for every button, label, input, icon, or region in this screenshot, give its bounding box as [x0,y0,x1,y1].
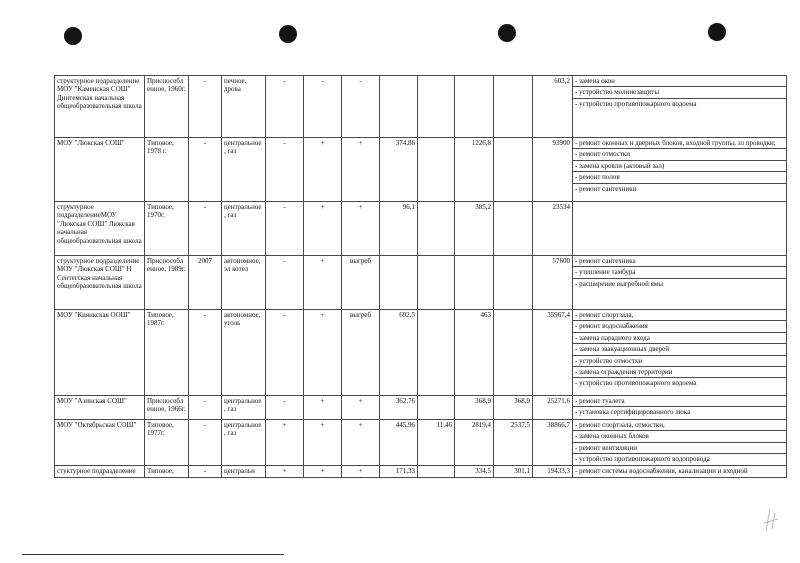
bottom-line [22,554,284,555]
total-cell: 57600 [533,256,573,310]
table-row [55,76,787,138]
table-row [55,202,787,256]
work-item: - замена окон [573,76,786,87]
value-cell: 1226,8 [455,138,494,202]
value-cell [494,202,533,256]
building-type-cell: Приспособленное, 1960г. [145,76,189,138]
building-type-cell: Приспособленное, 1966г. [145,396,189,420]
heating-cell: центральное, газ [222,420,266,466]
value-cell: 368,9 [455,396,494,420]
table-row [55,138,787,202]
org-name-cell: структурное подразделение МОУ "Каменская СОШ" Динтемская начальная общеобразовательная школа [55,76,145,138]
heating-cell: центральное, газ [222,396,266,420]
work-item: - замена эвакуационных дверей [573,344,786,355]
work-item: - ремонт сантехники [575,184,637,193]
work-item: - расширение выгребной ямы [575,279,664,288]
flag-cell: + [342,396,380,420]
flag-cell: + [304,310,342,396]
work-item: - устройство противопожарного водоема [575,379,697,388]
works-cell [573,310,787,396]
table-row [55,310,787,396]
value-cell: 2537,5 [494,420,533,466]
works-cell [573,256,787,310]
work-item: - замена оконных блоков [573,431,786,442]
work-item: - ремонт отмостки [573,149,786,160]
year-cell: - [189,466,222,478]
flag-cell: + [304,202,342,256]
work-item: - устройство отмостки [573,356,786,367]
punch-hole [708,23,726,41]
heating-cell: центральное, газ [222,202,266,256]
flag-cell: + [304,466,342,478]
punch-hole [498,24,516,42]
total-cell: 38866,7 [533,420,573,466]
value-cell: 11,46 [418,420,455,466]
total-cell: 93900 [533,138,573,202]
value-cell: 362,76 [380,396,418,420]
total-cell: 25271,6 [533,396,573,420]
flag-cell: - [266,256,304,310]
total-cell: 23534 [533,202,573,256]
building-type-cell: Приспособленное, 1989г. [145,256,189,310]
building-type-cell: Типовое, 1977г. [145,420,189,466]
year-cell: - [189,138,222,202]
value-cell: 463 [455,310,494,396]
org-name-cell: МОУ "Октябрьская СОШ" [55,420,145,466]
flag-cell: + [266,420,304,466]
org-name-cell: МОУ "Люкская СОШ" [55,138,145,202]
flag-cell: - [266,138,304,202]
value-cell [418,466,455,478]
value-cell [418,396,455,420]
value-cell [380,256,418,310]
building-type-cell: Типовое, 1978 г. [145,138,189,202]
work-item: - устройство противопожарного водопровода [575,455,710,464]
punch-hole [279,25,297,43]
table-row [55,396,787,420]
work-item: - ремонт туалета [573,396,786,407]
org-name-cell: МОУ "Азинская СОШ" [55,396,145,420]
value-cell [418,202,455,256]
flag-cell: выгреб [342,310,380,396]
works-cell [573,138,787,202]
year-cell: - [189,310,222,396]
year-cell: - [189,76,222,138]
value-cell: 692,5 [380,310,418,396]
value-cell [455,76,494,138]
flag-cell: + [304,396,342,420]
value-cell: 368,9 [494,396,533,420]
flag-cell: выгреб [342,256,380,310]
value-cell: 445,96 [380,420,418,466]
work-item: - ремонт сантехника [573,256,786,267]
work-item: - ремонт системы водоснабжения, канализации и входной [575,467,748,475]
work-item: - замена ограждения территории [573,367,786,378]
heating-cell: центральное, газ [222,138,266,202]
flag-cell: + [304,256,342,310]
heating-cell: печное, дрова [222,76,266,138]
total-cell: 35967,4 [533,310,573,396]
punch-hole [64,27,82,45]
table-row [55,256,787,310]
work-item: - замена кровли (актовый зал) [573,161,786,172]
work-item: - ремонт спортзала, [573,310,786,321]
flag-cell: - [266,396,304,420]
works-cell [573,396,787,420]
flag-cell: - [266,76,304,138]
value-cell [455,256,494,310]
value-cell: 374,86 [380,138,418,202]
work-item [573,202,786,212]
heating-cell: автономное, уголь [222,310,266,396]
value-cell [494,138,533,202]
building-type-cell: Типовое, [145,466,189,478]
flag-cell: - [266,310,304,396]
flag-cell: + [342,138,380,202]
flag-cell: - [266,202,304,256]
flag-cell: + [342,202,380,256]
flag-cell: + [304,138,342,202]
flag-cell: + [304,420,342,466]
value-cell [418,256,455,310]
value-cell: 301,1 [494,466,533,478]
value-cell [494,310,533,396]
flag-cell: - [304,76,342,138]
work-item: - устройство молниезащиты [573,87,786,98]
works-cell [573,76,787,138]
works-cell [573,466,787,478]
value-cell: 385,2 [455,202,494,256]
org-name-cell: стуктурное подразделение [55,466,145,478]
work-item: - ремонт полов [573,172,786,183]
year-cell: 2007 [189,256,222,310]
value-cell [418,76,455,138]
heating-cell: автономное, эл котел [222,256,266,310]
work-item: - ремонт спортзала, отмостки, [573,420,786,431]
value-cell: 96,1 [380,202,418,256]
year-cell: - [189,396,222,420]
handwritten-mark [760,505,782,535]
works-cell [573,420,787,466]
total-cell: 19433,3 [533,466,573,478]
building-type-cell: Типовое, 1970г. [145,202,189,256]
work-item: - замена парадного входа [573,333,786,344]
flag-cell: + [342,466,380,478]
year-cell: - [189,420,222,466]
work-item: - установка сертифицированного люка [575,408,691,417]
work-item: - ремонт водоснабжения [573,321,786,332]
org-name-cell: МОУ "Киянкская ООШ" [55,310,145,396]
flag-cell: - [342,76,380,138]
table-row [55,420,787,466]
schools-table [54,75,787,478]
building-type-cell: Типовое, 1987г. [145,310,189,396]
work-item: - ремонт вентиляции [573,443,786,454]
value-cell [494,256,533,310]
work-item: - утепление тамбура [573,267,786,278]
total-cell: 603,2 [533,76,573,138]
org-name-cell: структурное подразделение МОУ "Люкская СОШ" Н Сентегская начальная общеобразовательная школа [55,256,145,310]
table-row [55,466,787,478]
value-cell: 2819,4 [455,420,494,466]
value-cell: 171,33 [380,466,418,478]
value-cell [494,76,533,138]
flag-cell: + [266,466,304,478]
work-item: - ремонт оконных и дверных блоков, входной группы, эл проводки; [573,138,786,149]
value-cell [418,138,455,202]
org-name-cell: структурное подразделениеМОУ "Люкская СОШ" Люкская начальная общеобразовательная школа [55,202,145,256]
works-cell [573,202,787,256]
year-cell: - [189,202,222,256]
work-item: - устройство противопожарного водоема [575,99,697,108]
value-cell [380,76,418,138]
heating-cell: центральн [222,466,266,478]
value-cell: 334,5 [455,466,494,478]
value-cell [418,310,455,396]
flag-cell: + [342,420,380,466]
